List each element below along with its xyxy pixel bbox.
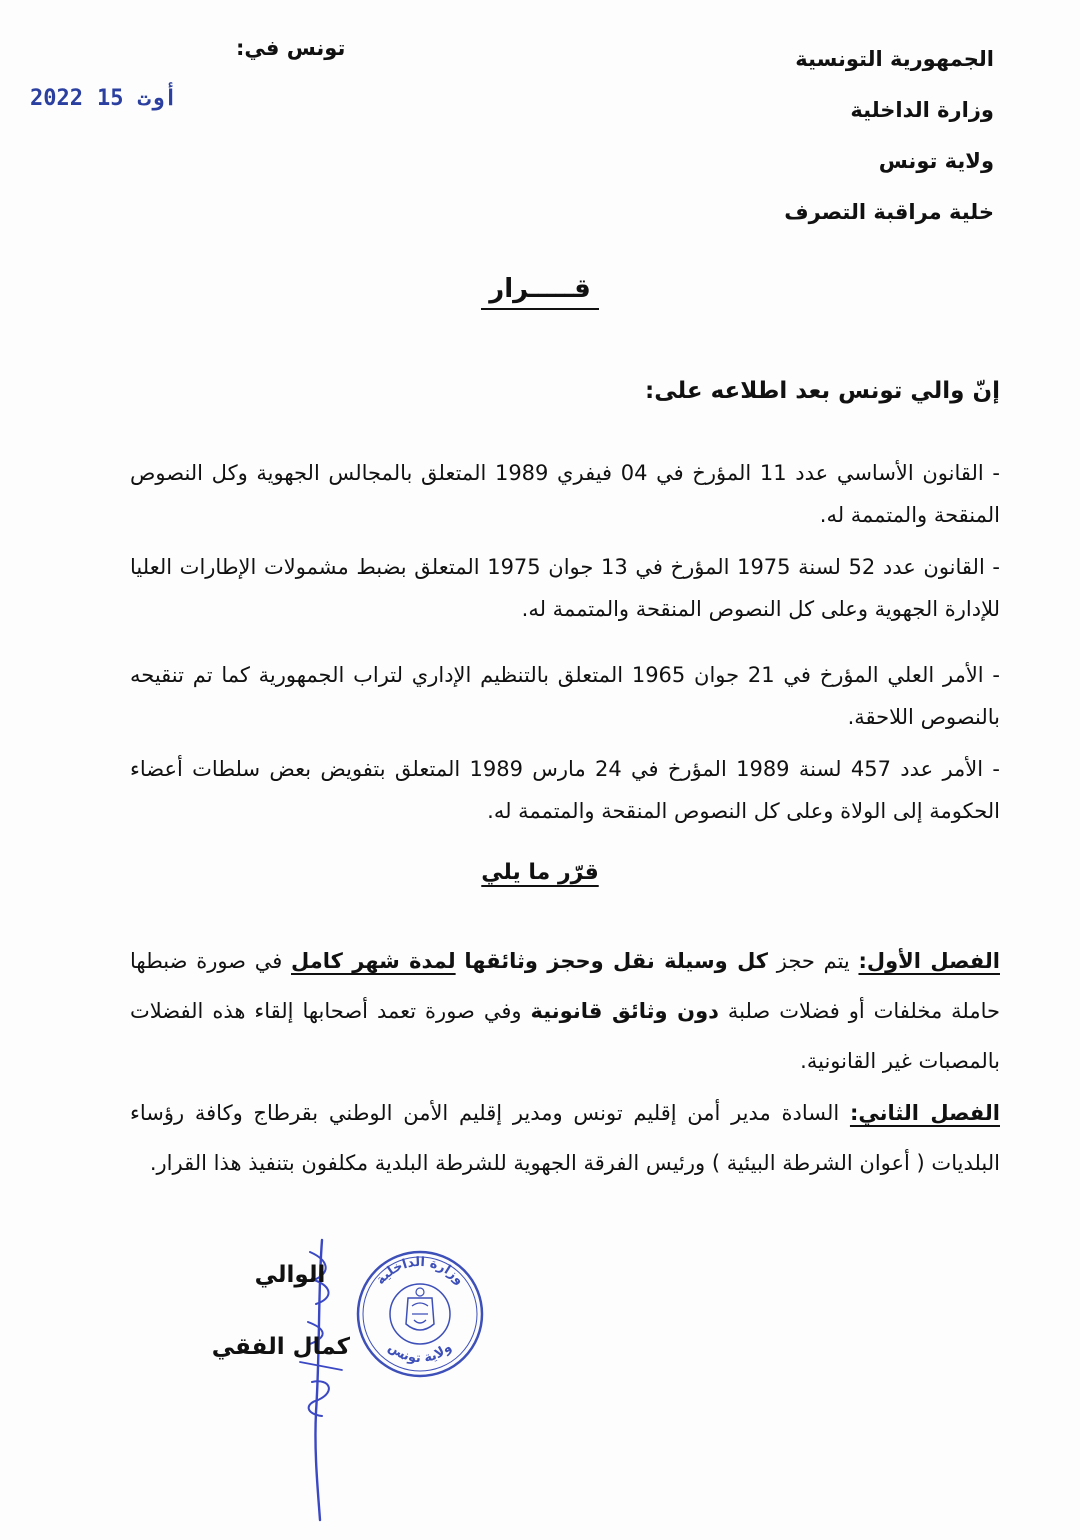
article-2-title: الفصل الثاني: [849, 1101, 1000, 1125]
legal-reference: - الأمر عدد 457 لسنة 1989 المؤرخ في 24 مارس 1989 المتعلق بتفويض بعض سلطات أعضاء الحكومة إلى الولاة وعلى كل النصوص المنقحة والمتممة له. [130, 757, 1000, 823]
date-stamp [30, 86, 177, 111]
letterhead [784, 34, 994, 238]
legal-reference: - الأمر العلي المؤرخ في 21 جوان 1965 المتعلق بالتنظيم الإداري لتراب الجمهورية كما تم تنقيحه بالنصوص اللاحقة. [130, 663, 1000, 729]
date-stamp-day: 15 [96, 86, 124, 111]
article-1-title: الفصل الأول: [858, 949, 1000, 973]
country-name: الجمهورية التونسية [795, 47, 994, 71]
legal-reference: - القانون الأساسي عدد 11 المؤرخ في 04 فيفري 1989 المتعلق بالمجالس الجهوية وكل النصوص المنقحة والمتممة له. [130, 461, 1000, 527]
document-title-text: قـــــرار [481, 274, 599, 310]
decision-heading-text: قرّر ما يلي [481, 860, 599, 885]
date-stamp-month: أوت [137, 86, 178, 111]
signatory-name: كمال الفقي [211, 1334, 350, 1360]
svg-text:وزارة الداخلية [373, 1255, 467, 1288]
article-1-duration: لمدة شهر كامل [291, 949, 456, 973]
intro-line: إنّ والي تونس بعد اطلاعه على: [645, 378, 1000, 404]
articles [130, 936, 1000, 1190]
article-2-text: السادة مدير أمن إقليم تونس ومدير إقليم الأمن الوطني بقرطاج وكافة رؤساء البلديات ( أعوان الشرطة البيئية ) ورئيس الفرقة الجهوية للشرطة البلدية مكلفون بتنفيذ هذا القرار. [130, 1101, 1000, 1175]
signatory-title: الوالي [254, 1262, 326, 1288]
article-1-text: يتم حجز [768, 949, 859, 973]
city-date-label: تونس في: [236, 36, 346, 60]
date-stamp-year: 2022 [30, 86, 83, 111]
seal-top-text: وزارة الداخلية [373, 1254, 467, 1288]
article-1-emphasis: دون وثائق قانونية [530, 999, 719, 1023]
decision-heading [0, 860, 1080, 885]
seal-bottom-text: ولاية تونس [385, 1339, 455, 1367]
article-1-text: وفي صورة تعمد أصحابها إلقاء هذه الفضلات بالمصبات غير القانونية. [130, 999, 1000, 1073]
unit-name: خلية مراقبة التصرف [784, 200, 994, 224]
signature-block [211, 1262, 350, 1360]
official-seal-icon [354, 1248, 486, 1380]
governorate-name: ولاية تونس [878, 149, 994, 173]
document-title [0, 274, 1080, 304]
ministry-name: وزارة الداخلية [850, 98, 994, 122]
article-1-text: في صورة ضبطها حاملة مخلفات أو فضلات صلبة [130, 949, 1000, 1023]
legal-references [130, 452, 1000, 842]
article-2 [130, 1088, 1000, 1188]
legal-reference: - القانون عدد 52 لسنة 1975 المؤرخ في 13 جوان 1975 المتعلق بضبط مشمولات الإطارات العليا للإدارة الجهوية وعلى كل النصوص المنقحة والمتممة له. [130, 555, 1000, 621]
article-1 [130, 936, 1000, 1086]
article-1-emphasis: كل وسيلة نقل وحجز وثائقها [464, 949, 769, 973]
